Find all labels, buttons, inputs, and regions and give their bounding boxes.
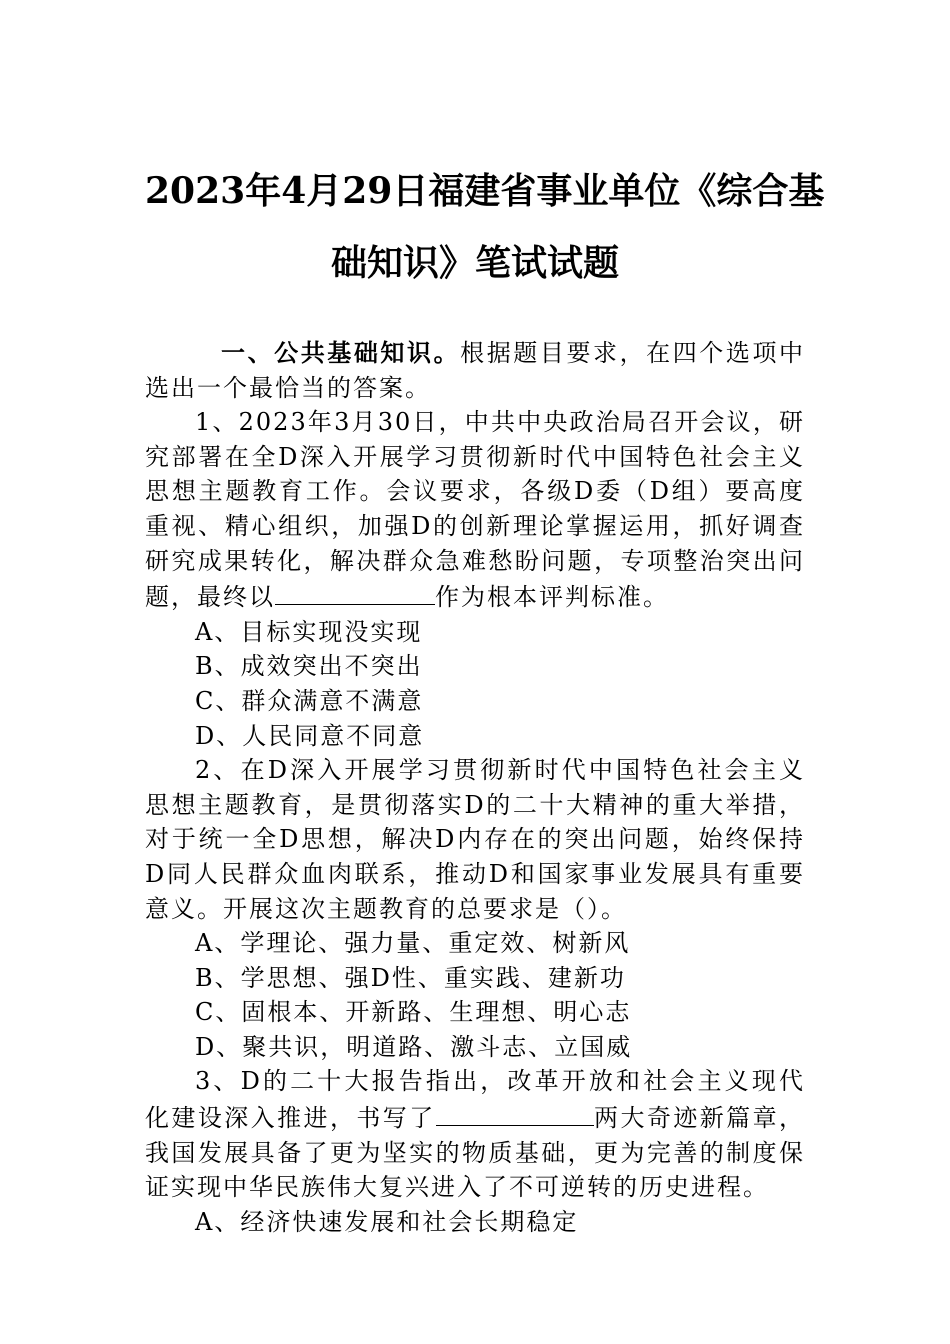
question-1-option-b: B、成效突出不突出 [195,652,423,681]
document-title [145,0,825,299]
answer-blank [275,578,435,605]
question-1-stem-after: 作为根本评判标准。 [435,583,669,612]
question-1-option-d: D、人民同意不同意 [195,721,425,750]
question-3-option-a: A、经济快速发展和社会长期稳定 [195,1207,579,1236]
question-3-stem-before: 3、D的二十大报告指出，改革开放和社会主义现代化建设深入推进，书写了 [145,1067,805,1133]
question-2-option-b: B、学思想、强D性、重实践、建新功 [195,963,626,992]
question-2-option-c: C、固根本、开新路、生理想、明心志 [195,998,632,1027]
section-intro [145,336,805,405]
document-page [145,0,825,1239]
question-3-stem [145,1064,805,1204]
question-1-stem-before: 1、2023年3月30日，中共中央政治局召开会议，研究部署在全D深入开展学习贯彻新时代中国特色社会主义思想主题教育工作。会议要求，各级D委（D组）要高度重视、精心组织，加强D的创新理论掌握运用，抓好调查研究成果转化，解决群众急难愁盼问题，专项整治突出问题，最终以 [145,408,805,612]
question-2-stem: 2、在D深入开展学习贯彻新时代中国特色社会主义思想主题教育，是贯彻落实D的二十大精神的重大举措，对于统一全D思想，解决D内存在的突出问题，始终保持D同人民群众血肉联系，推动D和国家事业发展具有重要意义。开展这次主题教育的总要求是（）。 [145,756,805,923]
section-instructions: 根据题目要求，在四个选项中选出一个最恰当的答案。 [145,339,806,402]
question-1-option-c: C、群众满意不满意 [195,686,424,715]
question-3-stem-after: 两大奇迹新篇章，我国发展具备了更为坚实的物质基础，更为完善的制度保证实现中华民族伟大复兴进入了不可逆转的历史进程。 [145,1104,806,1202]
section-heading: 一、公共基础知识。 [221,338,461,367]
question-1-option-a: A、目标实现没实现 [195,617,423,646]
document-body [145,336,805,1239]
question-1-stem [145,405,805,615]
question-2-option-d: D、聚共识，明道路、激斗志、立国威 [195,1032,633,1061]
title-line-1: 2023年4月29日福建省事业单位《综合基 [145,170,825,212]
title-line-2: 础知识》笔试试题 [330,242,619,284]
answer-blank [436,1099,594,1126]
question-2-option-a: A、学理论、强力量、重定效、树新风 [195,929,631,958]
